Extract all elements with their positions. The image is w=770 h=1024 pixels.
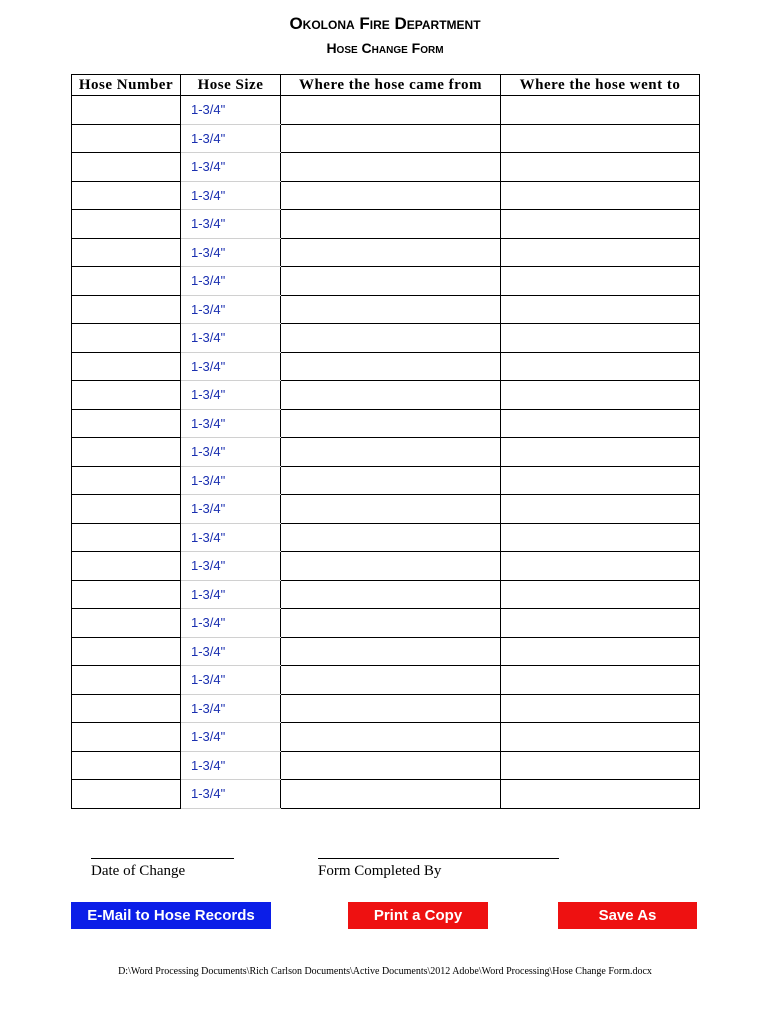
went-to-cell <box>501 466 700 495</box>
date-of-change-label: Date of Change <box>91 863 186 879</box>
table-row <box>72 210 700 239</box>
print-a-copy-button[interactable]: Print a Copy <box>348 902 488 929</box>
hose-number-input[interactable] <box>72 210 180 237</box>
hose-number-cell <box>72 238 181 267</box>
hose-size-select[interactable] <box>181 125 280 152</box>
came-from-cell <box>281 751 501 780</box>
email-to-hose-records-button[interactable]: E-Mail to Hose Records <box>71 902 271 929</box>
hose-size-cell <box>181 381 281 410</box>
hose-size-cell <box>181 96 281 125</box>
went-to-input[interactable] <box>501 666 699 693</box>
hose-number-cell <box>72 466 181 495</box>
went-to-cell <box>501 324 700 353</box>
hose-number-input[interactable] <box>72 96 180 123</box>
went-to-input[interactable] <box>501 581 699 608</box>
hose-number-cell <box>72 666 181 695</box>
table-row <box>72 637 700 666</box>
came-from-cell <box>281 495 501 524</box>
table-row <box>72 694 700 723</box>
hose-size-select[interactable] <box>181 495 280 522</box>
came-from-cell <box>281 580 501 609</box>
table-row <box>72 723 700 752</box>
hose-size-cell <box>181 751 281 780</box>
table-row <box>72 751 700 780</box>
table-row <box>72 238 700 267</box>
save-as-button[interactable]: Save As <box>558 902 697 929</box>
went-to-cell <box>501 96 700 125</box>
hose-size-cell <box>181 637 281 666</box>
hose-number-input[interactable] <box>72 182 180 209</box>
hose-number-input[interactable] <box>72 125 180 152</box>
came-from-cell <box>281 523 501 552</box>
hose-number-cell <box>72 495 181 524</box>
went-to-cell <box>501 552 700 581</box>
hose-number-cell <box>72 409 181 438</box>
came-from-input[interactable] <box>281 210 500 237</box>
table-row <box>72 409 700 438</box>
hose-number-cell <box>72 267 181 296</box>
hose-size-cell <box>181 466 281 495</box>
came-from-cell <box>281 153 501 182</box>
hose-size-cell <box>181 267 281 296</box>
went-to-input[interactable] <box>501 752 699 779</box>
came-from-input[interactable] <box>281 96 500 123</box>
hose-number-input[interactable] <box>72 267 180 294</box>
hose-size-cell <box>181 523 281 552</box>
came-from-cell <box>281 96 501 125</box>
hose-size-select[interactable] <box>181 552 280 579</box>
table-row <box>72 780 700 809</box>
hose-number-input[interactable] <box>72 353 180 380</box>
form-subtitle: Hose Change Form <box>326 40 444 56</box>
went-to-cell <box>501 523 700 552</box>
went-to-input[interactable] <box>501 780 699 807</box>
came-from-cell <box>281 352 501 381</box>
went-to-input[interactable] <box>501 96 699 123</box>
hose-size-select[interactable] <box>181 609 280 636</box>
came-from-cell <box>281 694 501 723</box>
hose-number-input[interactable] <box>72 581 180 608</box>
hose-size-cell <box>181 580 281 609</box>
went-to-cell <box>501 495 700 524</box>
came-from-cell <box>281 181 501 210</box>
hose-number-cell <box>72 124 181 153</box>
hose-number-cell <box>72 780 181 809</box>
hose-size-select[interactable] <box>181 666 280 693</box>
came-from-cell <box>281 609 501 638</box>
came-from-input[interactable] <box>281 467 500 494</box>
form-completed-by-line[interactable] <box>318 858 559 859</box>
hose-size-cell <box>181 238 281 267</box>
came-from-input[interactable] <box>281 695 500 722</box>
hose-number-input[interactable] <box>72 552 180 579</box>
came-from-input[interactable] <box>281 581 500 608</box>
hose-size-cell <box>181 609 281 638</box>
went-to-cell <box>501 666 700 695</box>
went-to-input[interactable] <box>501 324 699 351</box>
table-row <box>72 96 700 125</box>
table-row <box>72 523 700 552</box>
hose-size-cell <box>181 694 281 723</box>
hose-number-input[interactable] <box>72 695 180 722</box>
hose-number-cell <box>72 723 181 752</box>
table-row <box>72 666 700 695</box>
table-row <box>72 609 700 638</box>
came-from-input[interactable] <box>281 182 500 209</box>
went-to-input[interactable] <box>501 239 699 266</box>
came-from-cell <box>281 381 501 410</box>
hose-number-input[interactable] <box>72 410 180 437</box>
table-header-row <box>72 75 700 96</box>
hose-size-cell <box>181 723 281 752</box>
table-row <box>72 381 700 410</box>
hose-number-input[interactable] <box>72 638 180 665</box>
hose-size-select[interactable] <box>181 438 280 465</box>
came-from-cell <box>281 267 501 296</box>
hose-number-cell <box>72 352 181 381</box>
hose-size-select[interactable] <box>181 296 280 323</box>
hose-number-input[interactable] <box>72 467 180 494</box>
came-from-cell <box>281 438 501 467</box>
column-header-hose-size: Hose Size <box>181 75 281 96</box>
hose-size-cell <box>181 552 281 581</box>
table-row <box>72 267 700 296</box>
went-to-input[interactable] <box>501 723 699 750</box>
went-to-cell <box>501 153 700 182</box>
went-to-input[interactable] <box>501 638 699 665</box>
table-row <box>72 324 700 353</box>
hose-size-select[interactable] <box>181 723 280 750</box>
hose-size-cell <box>181 438 281 467</box>
hose-size-select[interactable] <box>181 695 280 722</box>
went-to-input[interactable] <box>501 552 699 579</box>
went-to-input[interactable] <box>501 125 699 152</box>
hose-number-input[interactable] <box>72 723 180 750</box>
table-row <box>72 295 700 324</box>
went-to-input[interactable] <box>501 381 699 408</box>
hose-number-input[interactable] <box>72 524 180 551</box>
hose-number-cell <box>72 580 181 609</box>
went-to-input[interactable] <box>501 524 699 551</box>
hose-number-input[interactable] <box>72 780 180 807</box>
hose-number-input[interactable] <box>72 381 180 408</box>
hose-size-select[interactable] <box>181 153 280 180</box>
hose-number-input[interactable] <box>72 666 180 693</box>
went-to-input[interactable] <box>501 467 699 494</box>
went-to-input[interactable] <box>501 267 699 294</box>
went-to-cell <box>501 238 700 267</box>
went-to-input[interactable] <box>501 182 699 209</box>
hose-number-input[interactable] <box>72 752 180 779</box>
went-to-cell <box>501 438 700 467</box>
hose-size-select[interactable] <box>181 638 280 665</box>
table-row <box>72 552 700 581</box>
came-from-input[interactable] <box>281 495 500 522</box>
hose-number-cell <box>72 210 181 239</box>
came-from-input[interactable] <box>281 666 500 693</box>
went-to-input[interactable] <box>501 410 699 437</box>
hose-number-cell <box>72 295 181 324</box>
went-to-cell <box>501 295 700 324</box>
went-to-cell <box>501 352 700 381</box>
table-row <box>72 124 700 153</box>
went-to-input[interactable] <box>501 296 699 323</box>
went-to-cell <box>501 780 700 809</box>
form-title: Okolona Fire Department <box>289 14 481 33</box>
went-to-input[interactable] <box>501 210 699 237</box>
hose-size-cell <box>181 210 281 239</box>
hose-size-cell <box>181 352 281 381</box>
hose-number-cell <box>72 96 181 125</box>
hose-number-input[interactable] <box>72 495 180 522</box>
hose-size-cell <box>181 153 281 182</box>
hose-size-select[interactable] <box>181 210 280 237</box>
hose-number-cell <box>72 438 181 467</box>
hose-size-select[interactable] <box>181 381 280 408</box>
hose-number-cell <box>72 523 181 552</box>
went-to-input[interactable] <box>501 695 699 722</box>
hose-number-cell <box>72 637 181 666</box>
form-completed-by-label: Form Completed By <box>318 863 442 879</box>
came-from-input[interactable] <box>281 267 500 294</box>
went-to-cell <box>501 409 700 438</box>
table-row <box>72 181 700 210</box>
went-to-cell <box>501 580 700 609</box>
went-to-cell <box>501 181 700 210</box>
hose-size-cell <box>181 295 281 324</box>
hose-size-cell <box>181 409 281 438</box>
came-from-input[interactable] <box>281 780 500 807</box>
date-of-change-line[interactable] <box>91 858 234 859</box>
came-from-input[interactable] <box>281 552 500 579</box>
went-to-input[interactable] <box>501 153 699 180</box>
came-from-cell <box>281 210 501 239</box>
came-from-input[interactable] <box>281 609 500 636</box>
column-header-hose-number: Hose Number <box>72 75 181 96</box>
column-header-came-from: Where the hose came from <box>281 75 501 96</box>
came-from-input[interactable] <box>281 410 500 437</box>
hose-number-cell <box>72 381 181 410</box>
came-from-cell <box>281 409 501 438</box>
came-from-cell <box>281 666 501 695</box>
went-to-input[interactable] <box>501 353 699 380</box>
came-from-input[interactable] <box>281 752 500 779</box>
table-row <box>72 580 700 609</box>
hose-number-input[interactable] <box>72 438 180 465</box>
hose-size-cell <box>181 124 281 153</box>
came-from-input[interactable] <box>281 125 500 152</box>
came-from-cell <box>281 637 501 666</box>
came-from-cell <box>281 124 501 153</box>
hose-number-cell <box>72 552 181 581</box>
hose-number-input[interactable] <box>72 153 180 180</box>
hose-number-cell <box>72 324 181 353</box>
table-row <box>72 495 700 524</box>
went-to-cell <box>501 267 700 296</box>
hose-size-select[interactable] <box>181 752 280 779</box>
came-from-input[interactable] <box>281 723 500 750</box>
went-to-input[interactable] <box>501 438 699 465</box>
came-from-cell <box>281 238 501 267</box>
hose-number-input[interactable] <box>72 609 180 636</box>
came-from-cell <box>281 780 501 809</box>
came-from-input[interactable] <box>281 524 500 551</box>
went-to-cell <box>501 637 700 666</box>
went-to-cell <box>501 124 700 153</box>
went-to-cell <box>501 723 700 752</box>
hose-size-cell <box>181 780 281 809</box>
went-to-cell <box>501 694 700 723</box>
hose-number-input[interactable] <box>72 324 180 351</box>
came-from-input[interactable] <box>281 353 500 380</box>
table-row <box>72 352 700 381</box>
hose-size-cell <box>181 181 281 210</box>
hose-size-select[interactable] <box>181 182 280 209</box>
hose-size-select[interactable] <box>181 581 280 608</box>
came-from-input[interactable] <box>281 153 500 180</box>
went-to-cell <box>501 210 700 239</box>
hose-size-select[interactable] <box>181 239 280 266</box>
came-from-cell <box>281 552 501 581</box>
hose-number-cell <box>72 751 181 780</box>
hose-size-select[interactable] <box>181 524 280 551</box>
came-from-cell <box>281 723 501 752</box>
came-from-cell <box>281 295 501 324</box>
came-from-input[interactable] <box>281 239 500 266</box>
hose-size-cell <box>181 666 281 695</box>
went-to-input[interactable] <box>501 495 699 522</box>
table-row <box>72 466 700 495</box>
hose-size-cell <box>181 495 281 524</box>
table-row <box>72 438 700 467</box>
hose-change-table <box>71 74 700 809</box>
hose-number-input[interactable] <box>72 296 180 323</box>
hose-size-select[interactable] <box>181 410 280 437</box>
hose-size-select[interactable] <box>181 780 280 807</box>
came-from-cell <box>281 324 501 353</box>
hose-number-input[interactable] <box>72 239 180 266</box>
table-row <box>72 153 700 182</box>
hose-size-select[interactable] <box>181 353 280 380</box>
hose-number-cell <box>72 153 181 182</box>
came-from-input[interactable] <box>281 638 500 665</box>
came-from-input[interactable] <box>281 296 500 323</box>
went-to-cell <box>501 381 700 410</box>
hose-number-cell <box>72 181 181 210</box>
hose-size-select[interactable] <box>181 324 280 351</box>
column-header-went-to: Where the hose went to <box>501 75 700 96</box>
hose-size-select[interactable] <box>181 96 280 123</box>
came-from-input[interactable] <box>281 438 500 465</box>
went-to-cell <box>501 609 700 638</box>
came-from-input[interactable] <box>281 324 500 351</box>
hose-size-select[interactable] <box>181 267 280 294</box>
went-to-input[interactable] <box>501 609 699 636</box>
file-path-footer: D:\Word Processing Documents\Rich Carlson Documents\Active Documents\2012 Adobe\Word Processing\Hose Change Form.docx <box>118 966 652 977</box>
hose-size-cell <box>181 324 281 353</box>
came-from-input[interactable] <box>281 381 500 408</box>
hose-number-cell <box>72 694 181 723</box>
hose-size-select[interactable] <box>181 467 280 494</box>
hose-number-cell <box>72 609 181 638</box>
went-to-cell <box>501 751 700 780</box>
came-from-cell <box>281 466 501 495</box>
